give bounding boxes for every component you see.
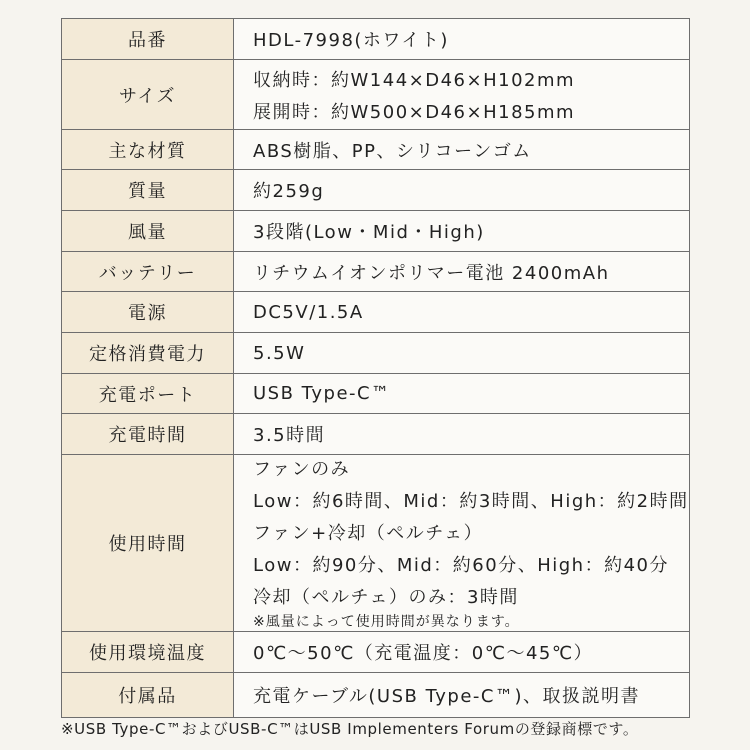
spec-value: ABS樹脂、PP、シリコーンゴム <box>234 130 690 170</box>
table-row <box>62 60 690 130</box>
spec-value: リチウムイオンポリマー電池 2400mAh <box>234 252 690 292</box>
table-row <box>62 632 690 673</box>
spec-line: 冷却（ペルチェ）のみ：3時間 <box>253 587 519 608</box>
table-row <box>62 292 690 333</box>
spec-line: 展開時：約W500×D46×H185mm <box>253 101 576 123</box>
spec-label: バッテリー <box>62 252 234 292</box>
spec-value: 3段階(Low・Mid・High) <box>234 211 690 252</box>
table-row <box>62 252 690 292</box>
spec-label: 電源 <box>62 292 234 333</box>
spec-value: USB Type-C™ <box>234 374 690 414</box>
spec-label: 定格消費電力 <box>62 333 234 374</box>
spec-table <box>61 18 690 718</box>
spec-line: 収納時：約W144×D46×H102mm <box>253 69 576 91</box>
spec-line: Low：約6時間、Mid：約3時間、High：約2時間 <box>253 491 689 512</box>
spec-label: 付属品 <box>62 673 234 718</box>
spec-note: ※風量によって使用時間が異なります。 <box>253 614 520 630</box>
spec-label: 風量 <box>62 211 234 252</box>
spec-label: サイズ <box>62 60 234 130</box>
spec-value <box>234 455 690 632</box>
spec-label: 主な材質 <box>62 130 234 170</box>
spec-value: 5.5W <box>234 333 690 374</box>
spec-label: 使用時間 <box>62 455 234 632</box>
table-row <box>62 130 690 170</box>
spec-line: Low：約90分、Mid：約60分、High：約40分 <box>253 555 669 576</box>
spec-value: DC5V/1.5A <box>234 292 690 333</box>
spec-line: ファン+冷却（ペルチェ） <box>253 523 484 544</box>
spec-label: 使用環境温度 <box>62 632 234 673</box>
spec-value: 3.5時間 <box>234 414 690 455</box>
spec-value: 充電ケーブル(USB Type-C™)、取扱説明書 <box>234 673 690 718</box>
table-row <box>62 19 690 60</box>
table-row <box>62 673 690 718</box>
table-row <box>62 170 690 211</box>
spec-value: 0℃〜50℃（充電温度：0℃〜45℃） <box>234 632 690 673</box>
table-row <box>62 455 690 632</box>
table-row <box>62 374 690 414</box>
spec-label: 品番 <box>62 19 234 60</box>
spec-label: 充電時間 <box>62 414 234 455</box>
spec-value: HDL-7998(ホワイト) <box>234 19 690 60</box>
spec-value: 約259g <box>234 170 690 211</box>
table-row <box>62 414 690 455</box>
table-row <box>62 211 690 252</box>
spec-value <box>234 60 690 130</box>
spec-line: ファンのみ <box>253 459 351 480</box>
spec-label: 質量 <box>62 170 234 211</box>
spec-label: 充電ポート <box>62 374 234 414</box>
footnote: ※USB Type-C™およびUSB-C™はUSB Implementers Forumの登録商標です。 <box>61 720 639 738</box>
table-row <box>62 333 690 374</box>
